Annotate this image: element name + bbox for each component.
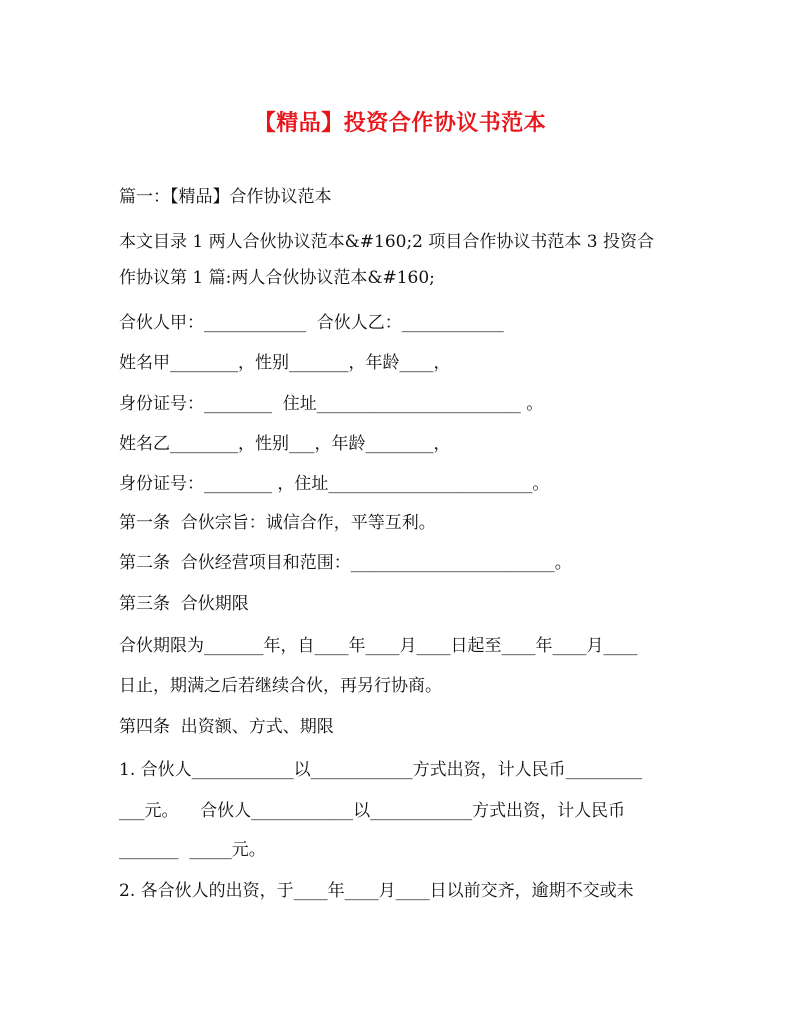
paragraph-line: 合伙期限为_______年，自____年____月____日起至____年____月____ bbox=[119, 636, 638, 656]
paragraph-line: 2. 各合伙人的出资，于____年____月____日以前交齐，逾期不交或未 bbox=[119, 881, 634, 901]
paragraph-line: 第四条 出资额、方式、期限 bbox=[119, 717, 334, 737]
document-title: 【精品】投资合作协议书范本 bbox=[253, 110, 547, 136]
paragraph-line: 姓名乙________，性别___，年龄________， bbox=[119, 434, 451, 454]
paragraph-line: 作协议第 1 篇:两人合伙协议范本&#160; bbox=[119, 268, 435, 288]
paragraph-line: _______ _____元。 bbox=[119, 840, 266, 860]
paragraph-line: 合伙人甲：____________ 合伙人乙：____________ bbox=[119, 313, 504, 333]
paragraph-line: 身份证号：________ 住址________________________ 。 bbox=[119, 394, 544, 414]
paragraph-line: 第一条 合伙宗旨：诚信合作，平等互利。 bbox=[119, 513, 436, 533]
paragraph-line: 日止，期满之后若继续合伙，再另行协商。 bbox=[119, 676, 442, 696]
paragraph-line: 身份证号：________ ，住址________________________。 bbox=[119, 474, 550, 494]
paragraph-line: ___元。 合伙人____________以____________方式出资，计人民币 bbox=[119, 801, 626, 821]
paragraph-line: 篇一：【精品】合作协议范本 bbox=[119, 187, 332, 207]
paragraph-line: 第三条 合伙期限 bbox=[119, 594, 249, 614]
paragraph-line: 本文目录 1 两人合伙协议范本&#160;2 项目合作协议书范本 3 投资合 bbox=[119, 232, 655, 252]
paragraph-line: 姓名甲________，性别_______，年龄____， bbox=[119, 353, 451, 373]
paragraph-line: 1. 合伙人____________以____________方式出资，计人民币_________ bbox=[119, 760, 643, 780]
paragraph-line: 第二条 合伙经营项目和范围：________________________。 bbox=[119, 553, 572, 573]
